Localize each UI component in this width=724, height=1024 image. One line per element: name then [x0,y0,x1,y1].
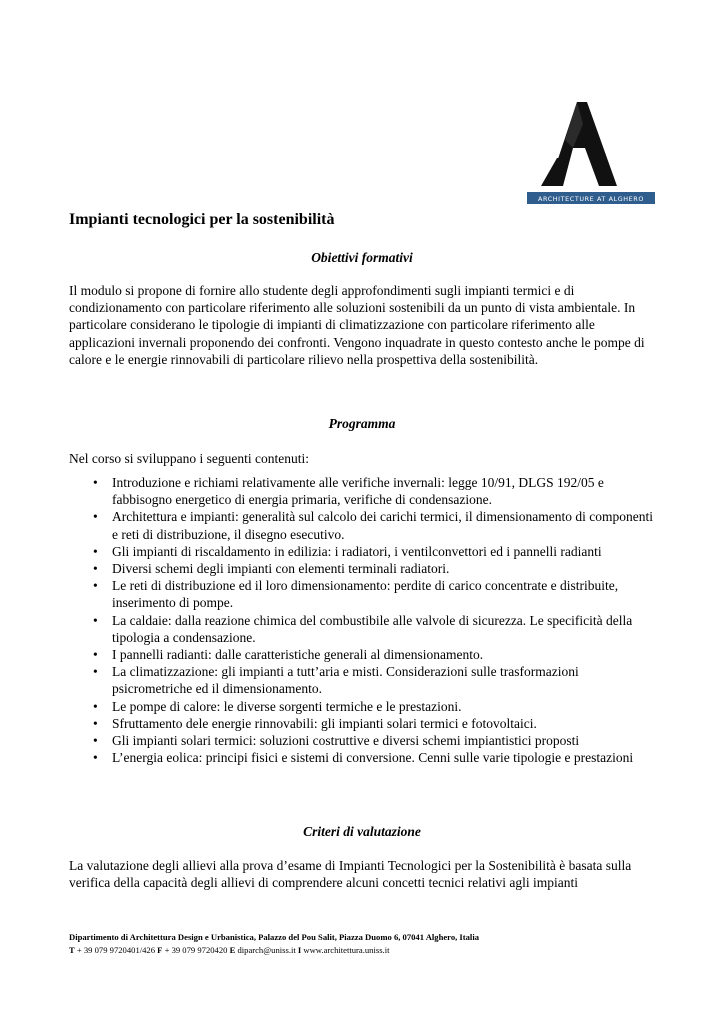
criteri-paragraph: La valutazione degli allievi alla prova d’esame di Impianti Tecnologici per la Sostenibilità è basata sulla verifica della capacità degli allievi di comprendere alcuni concetti tecnici relativi agli impianti [69,858,632,891]
list-item-text: Architettura e impianti: generalità sul calcolo dei carichi termici, il dimensionamento di componenti e reti di distribuzione, il disegno esecutivo. [112,509,653,542]
footer-i-label: I [297,944,302,955]
heading-criteri: Criteri di valutazione [303,824,421,839]
bullet-icon: • [93,698,98,714]
programma-intro: Nel corso si sviluppano i seguenti contenuti: [69,451,309,466]
list-item-text: Le reti di distribuzione ed il loro dimensionamento: perdite di carico concentrate e distribuite, inserimento di pompe. [112,578,619,611]
list-item [69,715,659,732]
footer-fax: + 39 079 9720420 [162,944,230,955]
list-item [69,508,659,542]
bullet-icon: • [93,664,98,680]
footer-f-label: F [157,944,163,955]
heading-programma: Programma [328,416,396,431]
list-item [69,749,659,766]
list-item [69,474,659,508]
obiettivi-paragraph: Il modulo si propone di fornire allo studente degli approfondimenti sugli impianti termici e di condizionamento con particolare riferimento alle soluzioni sostenibili da un punto di vista ambientale. In particolare considerano le tipologie di impianti di climatizzazione con particolare riferimento alle applicazioni invernali proponendo dei confronti. Vengono inquadrate in questo contesto anche le pompe di calore e le energie rinnovabili di particolare rilievo nella prospettiva della sostenibilità. [69,283,645,367]
list-item [69,663,659,697]
footer-phone: + 39 079 9720401/426 [74,944,158,955]
list-item-text: Gli impianti solari termici: soluzioni costruttive e diversi schemi impiantistici proposti [112,733,580,749]
bullet-icon: • [93,733,98,749]
list-item [69,577,659,611]
footer-address: Dipartimento di Architettura Design e Urbanistica, Palazzo del Pou Salit, Piazza Duomo 6, 07041 Alghero, Italia [69,932,480,942]
list-item [69,646,659,663]
list-item-text: Introduzione e richiami relativamente alle verifiche invernali: legge 10/91, DLGS 192/05 e fabbisogno energetico di energia primaria, verifiche di condensazione. [112,475,604,508]
bullet-icon: • [93,715,98,731]
bullet-icon: • [93,647,98,663]
list-item [69,698,659,715]
list-item-text: La caldaie: dalla reazione chimica del combustibile alle valvole di sicurezza. Le specificità della tipologia a condensazione. [112,612,633,645]
list-item-text: Gli impianti di riscaldamento in edilizia: i radiatori, i ventilconvettori ed i pannelli radianti [112,543,602,559]
bullet-icon: • [93,509,98,525]
architecture-alghero-logo [527,102,655,204]
list-item-text: I pannelli radianti: dalle caratteristiche generali al dimensionamento. [112,647,484,663]
list-item-text: L’energia eolica: principi fisici e sistemi di conversione. Cenni sulle varie tipologie e prestazioni [112,750,634,766]
programma-list [69,474,659,766]
document-title: Impianti tecnologici per la sostenibilità [69,211,335,228]
list-item-text: Le pompe di calore: le diverse sorgenti termiche e le prestazioni. [112,698,462,714]
bullet-icon: • [93,543,98,559]
heading-obiettivi: Obiettivi formativi [311,250,413,265]
list-item [69,732,659,749]
footer-t-label: T [69,944,75,955]
bullet-icon: • [93,578,98,594]
list-item-text: Sfruttamento dele energie rinnovabili: gli impianti solari termici e fotovoltaici. [112,715,537,731]
bullet-icon: • [93,561,98,577]
list-item [69,560,659,577]
footer-email: diparch@uniss.it [235,944,298,955]
list-item [69,543,659,560]
footer-website: www.architettura.uniss.it [301,944,390,955]
footer-contacts [69,944,669,957]
logo-text: ARCHITECTURE AT ALGHERO [538,195,644,203]
list-item-text: La climatizzazione: gli impianti a tutt’aria e misti. Considerazioni sulle trasformazioni psicrometriche ed il dimensionamento. [112,664,579,697]
bullet-icon: • [93,612,98,628]
footer-e-label: E [229,944,236,955]
list-item-text: Diversi schemi degli impianti con elementi terminali radiatori. [112,561,450,577]
page-footer [69,931,669,956]
bullet-icon: • [93,750,98,766]
list-item [69,612,659,646]
bullet-icon: • [93,475,98,490]
